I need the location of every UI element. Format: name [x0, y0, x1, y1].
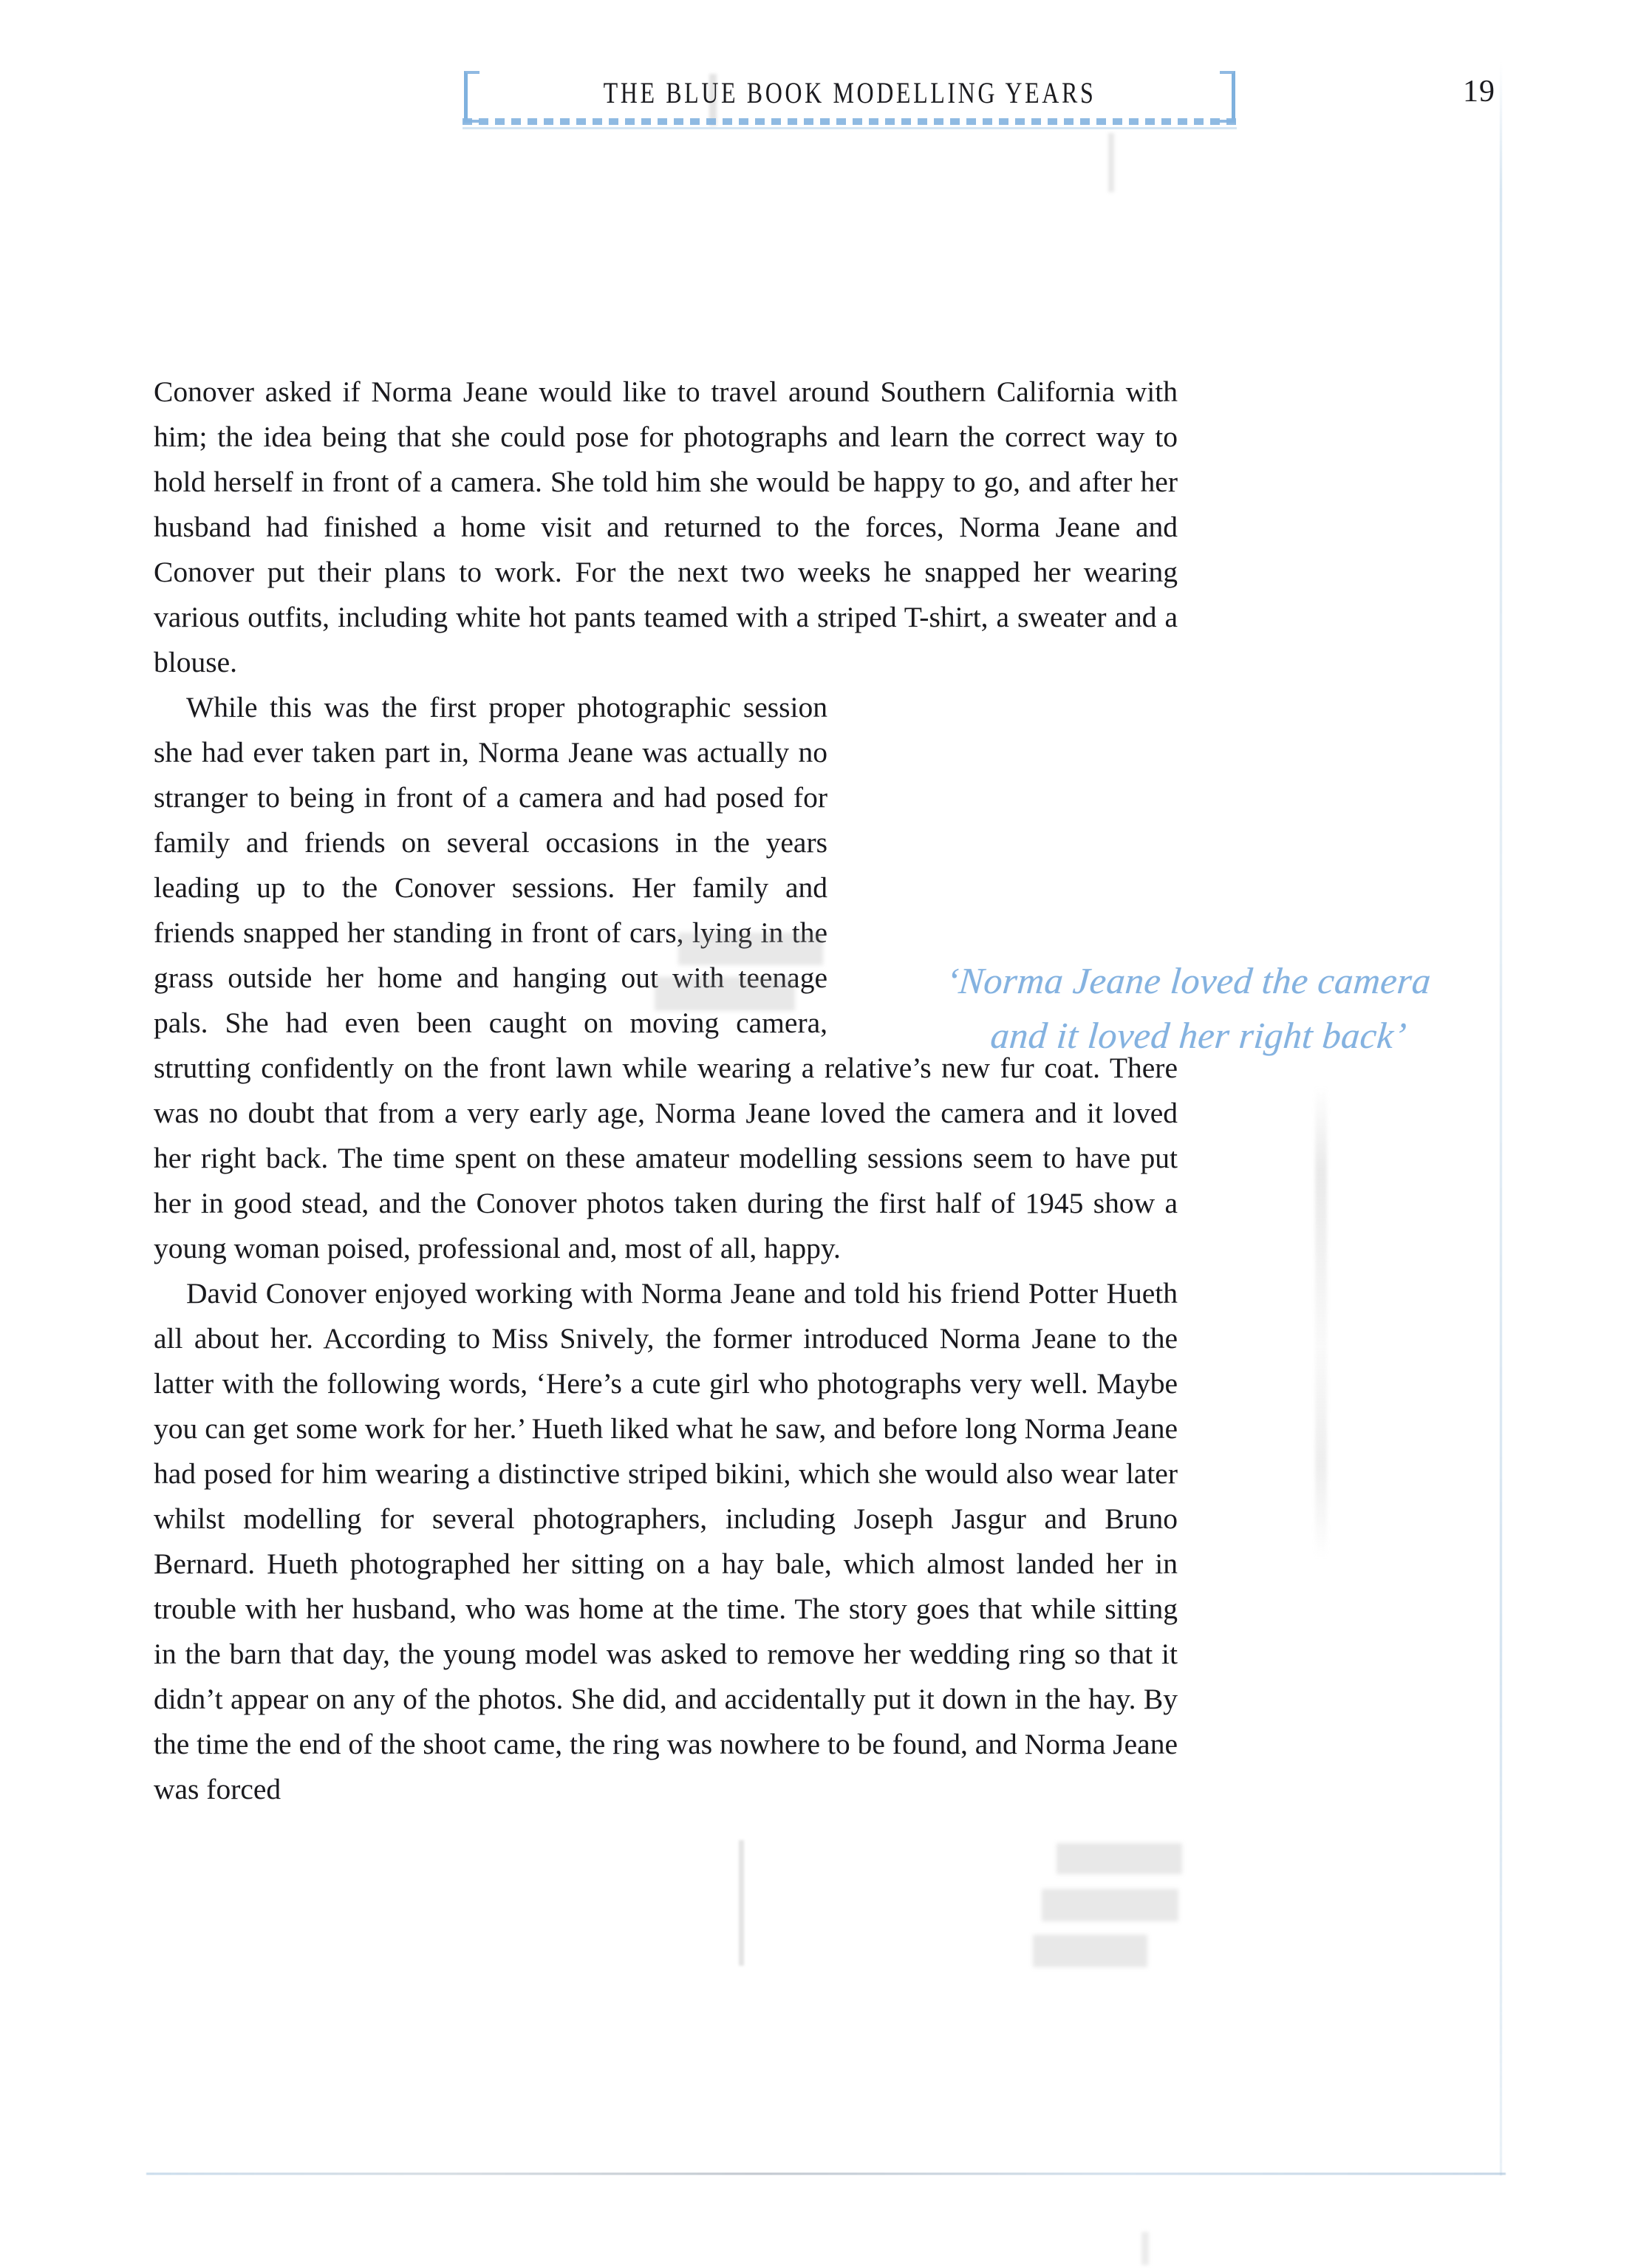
- running-head: [480, 71, 1219, 120]
- scan-smudge: [739, 1840, 744, 1966]
- running-head-right-bracket-rule: [1220, 71, 1235, 123]
- scan-ink-smudge: [1042, 1889, 1178, 1921]
- running-head-title: THE BLUE BOOK MODELLING YEARS: [603, 76, 1096, 109]
- running-head-thin-rule: [463, 127, 1237, 129]
- running-head-left-bracket-rule: [464, 71, 479, 123]
- running-head-dashed-rule: [463, 118, 1237, 125]
- scan-edge-right-line: [1500, 62, 1502, 2176]
- scan-smudge: [1315, 1086, 1327, 1559]
- body-paragraph-3: David Conover enjoyed working with Norma Jeane and told his friend Potter Hueth all about her. According to Miss Snively, the former introduced Norma Jeane to the latter with the following words, ‘Here’s a cute girl who photographs very well. Maybe you can get some work for her.’ Hueth liked what he saw, and before long Norma Jeane had posed for him wearing a distinctive striped bikini, which she would also wear later whilst modelling for several photographers, including Joseph Jasgur and Bruno Bernard. Hueth photographed her sitting on a hay bale, which almost landed her in trouble with her husband, who was home at the time. The story goes that while sitting in the barn that day, the young model was asked to remove her wedding ring so that it didn’t appear on any of the photos. She did, and accidentally put it down in the hay. By the time the end of the shoot came, the ring was nowhere to be found, and Norma Jeane was forced: [154, 1277, 1178, 1805]
- body-paragraph-1: Conover asked if Norma Jeane would like to travel around Southern California with him; the idea being that she could pose for photographs and learn the correct way to hold herself in front of a camera. She told him she would be happy to go, and after her husband had finished a home visit and returned to the forces, Norma Jeane and Conover put their plans to work. For the next two weeks he snapped her wearing various outfits, including white hot pants teamed with a striped T-shirt, a sweater and a blouse.: [154, 375, 1178, 678]
- scan-ink-smudge: [1033, 1935, 1147, 1967]
- pull-quote-line-1: ‘Norma Jeane loved the camera: [944, 960, 1433, 1001]
- scan-smudge: [1108, 133, 1114, 192]
- page-number: 19: [1463, 75, 1495, 109]
- scan-smudge: [1141, 2232, 1149, 2265]
- pull-quote-line-2: and it loved her right back’: [989, 1015, 1408, 1056]
- scan-edge-bottom-line: [146, 2173, 1506, 2175]
- pull-quote: [849, 953, 1523, 1063]
- body-paragraph-2-text: While this was the first proper photographic session she had ever taken part in, Norma Jeane was actually no stranger to being in front of a camera and had posed for family and friends on several occasions in the years leading up to the Conover sessions. Her family and friends snapped her standing in front of cars, lying in the grass outside her home and hanging out with teenage pals. She had even been caught on moving camera, strutting confidently on the front lawn while wearing a relative’s new fur coat. There was no doubt that from a very early age, Norma Jeane loved the camera and it loved her right back. The time spent on these amateur modelling sessions seem to have put her in good stead, and the Conover photos taken during the first half of 1945 show a young woman poised, professional and, most of all, happy.: [154, 691, 1178, 1264]
- scan-ink-smudge: [1057, 1843, 1182, 1874]
- body-text-column: [154, 370, 1178, 1812]
